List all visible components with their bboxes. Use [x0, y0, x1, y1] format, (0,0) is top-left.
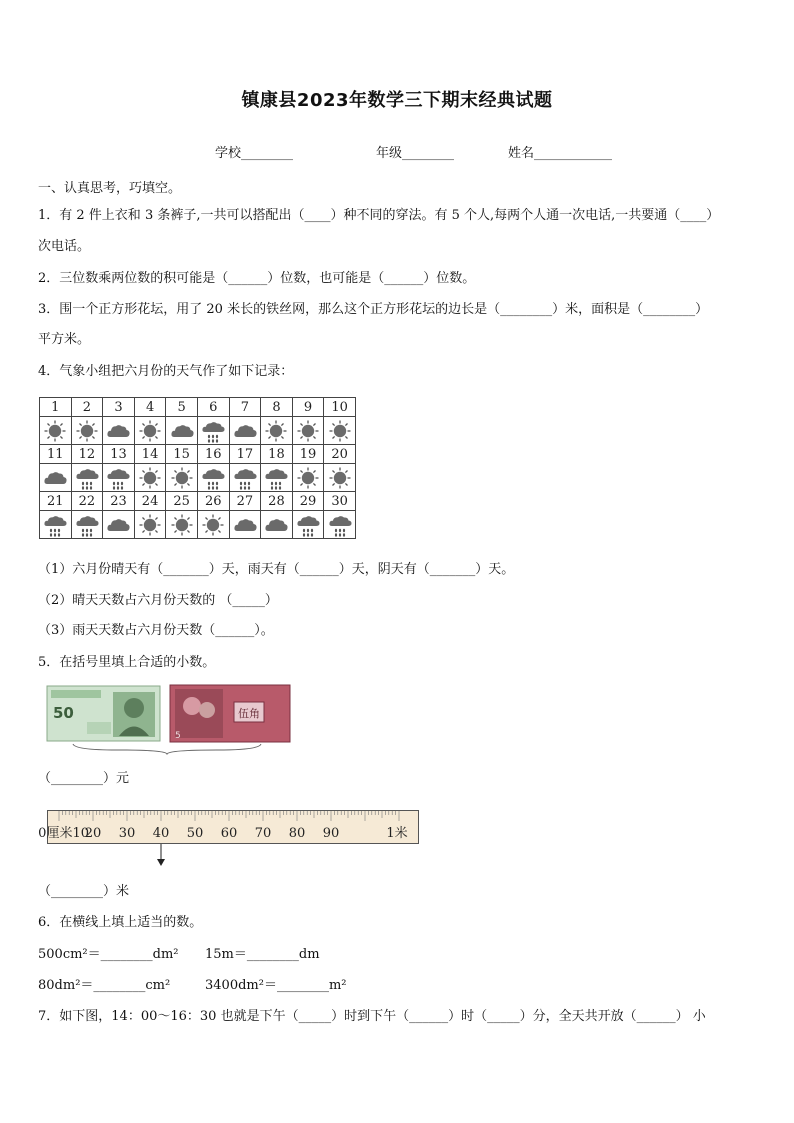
sunny-icon	[138, 466, 162, 490]
weather-icon-cell	[103, 464, 135, 492]
weather-icon-cell	[197, 417, 229, 445]
rainy-icon	[201, 466, 225, 490]
question-6-row-1-a: 500cm²＝________dm²	[38, 947, 179, 962]
rainy-icon	[201, 419, 225, 443]
question-7: 7．如下图，14：00～16：30 也就是下午（_____）时到下午（______）时（_____）分，全天共开放（______） 小	[38, 1009, 706, 1024]
question-6-intro: 6．在横线上填上适当的数。	[38, 915, 203, 930]
weather-day-number: 23	[103, 492, 135, 511]
weather-day-number: 6	[197, 398, 229, 417]
question-3-line-2: 平方米。	[38, 332, 91, 347]
weather-icon-cell	[71, 511, 103, 539]
question-4-sub-2: （2）晴天天数占六月份天数的 （_____）	[38, 593, 278, 608]
question-4-intro: 4．气象小组把六月份的天气作了如下记录：	[38, 364, 294, 379]
rainy-icon	[296, 513, 320, 537]
rainy-icon	[75, 466, 99, 490]
weather-icon-cell	[197, 511, 229, 539]
weather-day-number: 25	[166, 492, 198, 511]
cloudy-icon	[233, 513, 257, 537]
weather-icon-cell	[40, 464, 72, 492]
weather-day-number: 7	[229, 398, 261, 417]
school-field: 学校________	[215, 146, 294, 161]
ruler-label: 20	[84, 826, 102, 841]
weather-day-number: 16	[197, 445, 229, 464]
fifty-yuan-banknote	[47, 686, 160, 741]
weather-icon-cell	[261, 511, 293, 539]
weather-day-number: 11	[40, 445, 72, 464]
sunny-icon	[170, 513, 194, 537]
weather-day-number: 14	[134, 445, 166, 464]
name-field: 姓名____________	[508, 146, 613, 161]
ruler-label: 90	[322, 826, 340, 841]
grade-field: 年级________	[376, 146, 455, 161]
weather-icon-cell	[166, 464, 198, 492]
weather-icon-cell	[134, 464, 166, 492]
weather-day-number: 17	[229, 445, 261, 464]
sunny-icon	[138, 419, 162, 443]
weather-icon-cell	[40, 417, 72, 445]
question-5-intro: 5．在括号里填上合适的小数。	[38, 655, 216, 670]
weather-icon-cell	[292, 511, 324, 539]
question-6-row-1-b: 15m＝________dm	[205, 947, 320, 962]
weather-icon-cell	[166, 511, 198, 539]
ruler-label: 60	[220, 826, 238, 841]
weather-icon-cell	[166, 417, 198, 445]
rainy-icon	[75, 513, 99, 537]
sunny-icon	[296, 419, 320, 443]
ruler-label: 30	[118, 826, 136, 841]
weather-icon-cell	[40, 511, 72, 539]
weather-day-number: 20	[324, 445, 356, 464]
weather-icon-cell	[229, 464, 261, 492]
cloudy-icon	[43, 466, 67, 490]
question-4-sub-3: （3）雨天天数占六月份天数（______）。	[38, 623, 274, 638]
weather-icon-cell	[229, 417, 261, 445]
rainy-icon	[233, 466, 257, 490]
weather-day-number: 8	[261, 398, 293, 417]
weather-icon-cell	[71, 464, 103, 492]
weather-icon-cell	[103, 511, 135, 539]
section-heading: 一、认真思考，巧填空。	[38, 181, 182, 196]
meter-ruler	[38, 810, 419, 844]
cloudy-icon	[170, 419, 194, 443]
five-jiao-label: 伍角	[238, 707, 260, 720]
weather-day-number: 26	[197, 492, 229, 511]
sunny-icon	[296, 466, 320, 490]
weather-day-number: 2	[71, 398, 103, 417]
weather-day-number: 12	[71, 445, 103, 464]
rainy-icon	[264, 466, 288, 490]
weather-day-number: 22	[71, 492, 103, 511]
weather-icon-cell	[292, 417, 324, 445]
weather-day-number: 5	[166, 398, 198, 417]
weather-day-number: 19	[292, 445, 324, 464]
weather-icon-cell	[292, 464, 324, 492]
banknotes-image	[47, 684, 297, 754]
question-4-sub-1: （1）六月份晴天有（_______）天，雨天有（______）天，阴天有（_______）天。	[38, 562, 515, 577]
cloudy-icon	[106, 513, 130, 537]
weather-icon-cell	[134, 417, 166, 445]
ruler-pointer-arrow	[155, 844, 167, 868]
cloudy-icon	[233, 419, 257, 443]
weather-icon-cell	[103, 417, 135, 445]
ruler-label: 1米	[386, 826, 408, 841]
weather-table	[39, 397, 356, 539]
question-5-answer-1: （________）元	[38, 771, 130, 786]
question-1-line-2: 次电话。	[38, 239, 91, 254]
cloudy-icon	[264, 513, 288, 537]
rainy-icon	[106, 466, 130, 490]
weather-day-number: 28	[261, 492, 293, 511]
rainy-icon	[328, 513, 352, 537]
weather-icon-cell	[229, 511, 261, 539]
ruler-label: 80	[288, 826, 306, 841]
weather-icon-cell	[324, 417, 356, 445]
question-3-line-1: 3．围一个正方形花坛，用了 20 米长的铁丝网，那么这个正方形花坛的边长是（________）米，面积是（________）	[38, 302, 709, 317]
weather-day-number: 24	[134, 492, 166, 511]
weather-icon-cell	[324, 464, 356, 492]
page-title: 镇康县2023年数学三下期末经典试题	[241, 90, 553, 111]
question-6-row-2-a: 80dm²＝________cm²	[38, 978, 171, 993]
question-1-line-1: 1．有 2 件上衣和 3 条裤子,一共可以搭配出（____）种不同的穿法。有 5 个人,每两个人通一次电话,一共要通（____）	[38, 208, 720, 223]
weather-day-number: 13	[103, 445, 135, 464]
ruler-label: 40	[152, 826, 170, 841]
five-jiao-value: 5	[175, 731, 181, 741]
cloudy-icon	[106, 419, 130, 443]
rainy-icon	[43, 513, 67, 537]
question-2: 2．三位数乘两位数的积可能是（______）位数，也可能是（______）位数。	[38, 271, 476, 286]
weather-day-number: 27	[229, 492, 261, 511]
question-5-answer-2: （________）米	[38, 884, 130, 899]
weather-day-number: 3	[103, 398, 135, 417]
weather-icon-cell	[261, 464, 293, 492]
weather-day-number: 15	[166, 445, 198, 464]
fifty-yuan-value: 50	[53, 704, 74, 722]
sunny-icon	[328, 419, 352, 443]
weather-day-number: 10	[324, 398, 356, 417]
weather-icon-cell	[324, 511, 356, 539]
weather-icon-cell	[134, 511, 166, 539]
sunny-icon	[43, 419, 67, 443]
weather-day-number: 29	[292, 492, 324, 511]
weather-day-number: 4	[134, 398, 166, 417]
weather-icon-cell	[261, 417, 293, 445]
weather-day-number: 18	[261, 445, 293, 464]
question-6-row-2-b: 3400dm²＝________m²	[205, 978, 347, 993]
weather-day-number: 9	[292, 398, 324, 417]
weather-day-number: 21	[40, 492, 72, 511]
sunny-icon	[264, 419, 288, 443]
ruler-label: 0厘米10	[38, 826, 89, 841]
weather-icon-cell	[197, 464, 229, 492]
sunny-icon	[328, 466, 352, 490]
sunny-icon	[170, 466, 194, 490]
weather-day-number: 1	[40, 398, 72, 417]
five-jiao-banknote	[170, 685, 290, 742]
sunny-icon	[138, 513, 162, 537]
sunny-icon	[201, 513, 225, 537]
ruler-label: 70	[254, 826, 272, 841]
weather-day-number: 30	[324, 492, 356, 511]
weather-icon-cell	[71, 417, 103, 445]
ruler-label: 50	[186, 826, 204, 841]
sunny-icon	[75, 419, 99, 443]
